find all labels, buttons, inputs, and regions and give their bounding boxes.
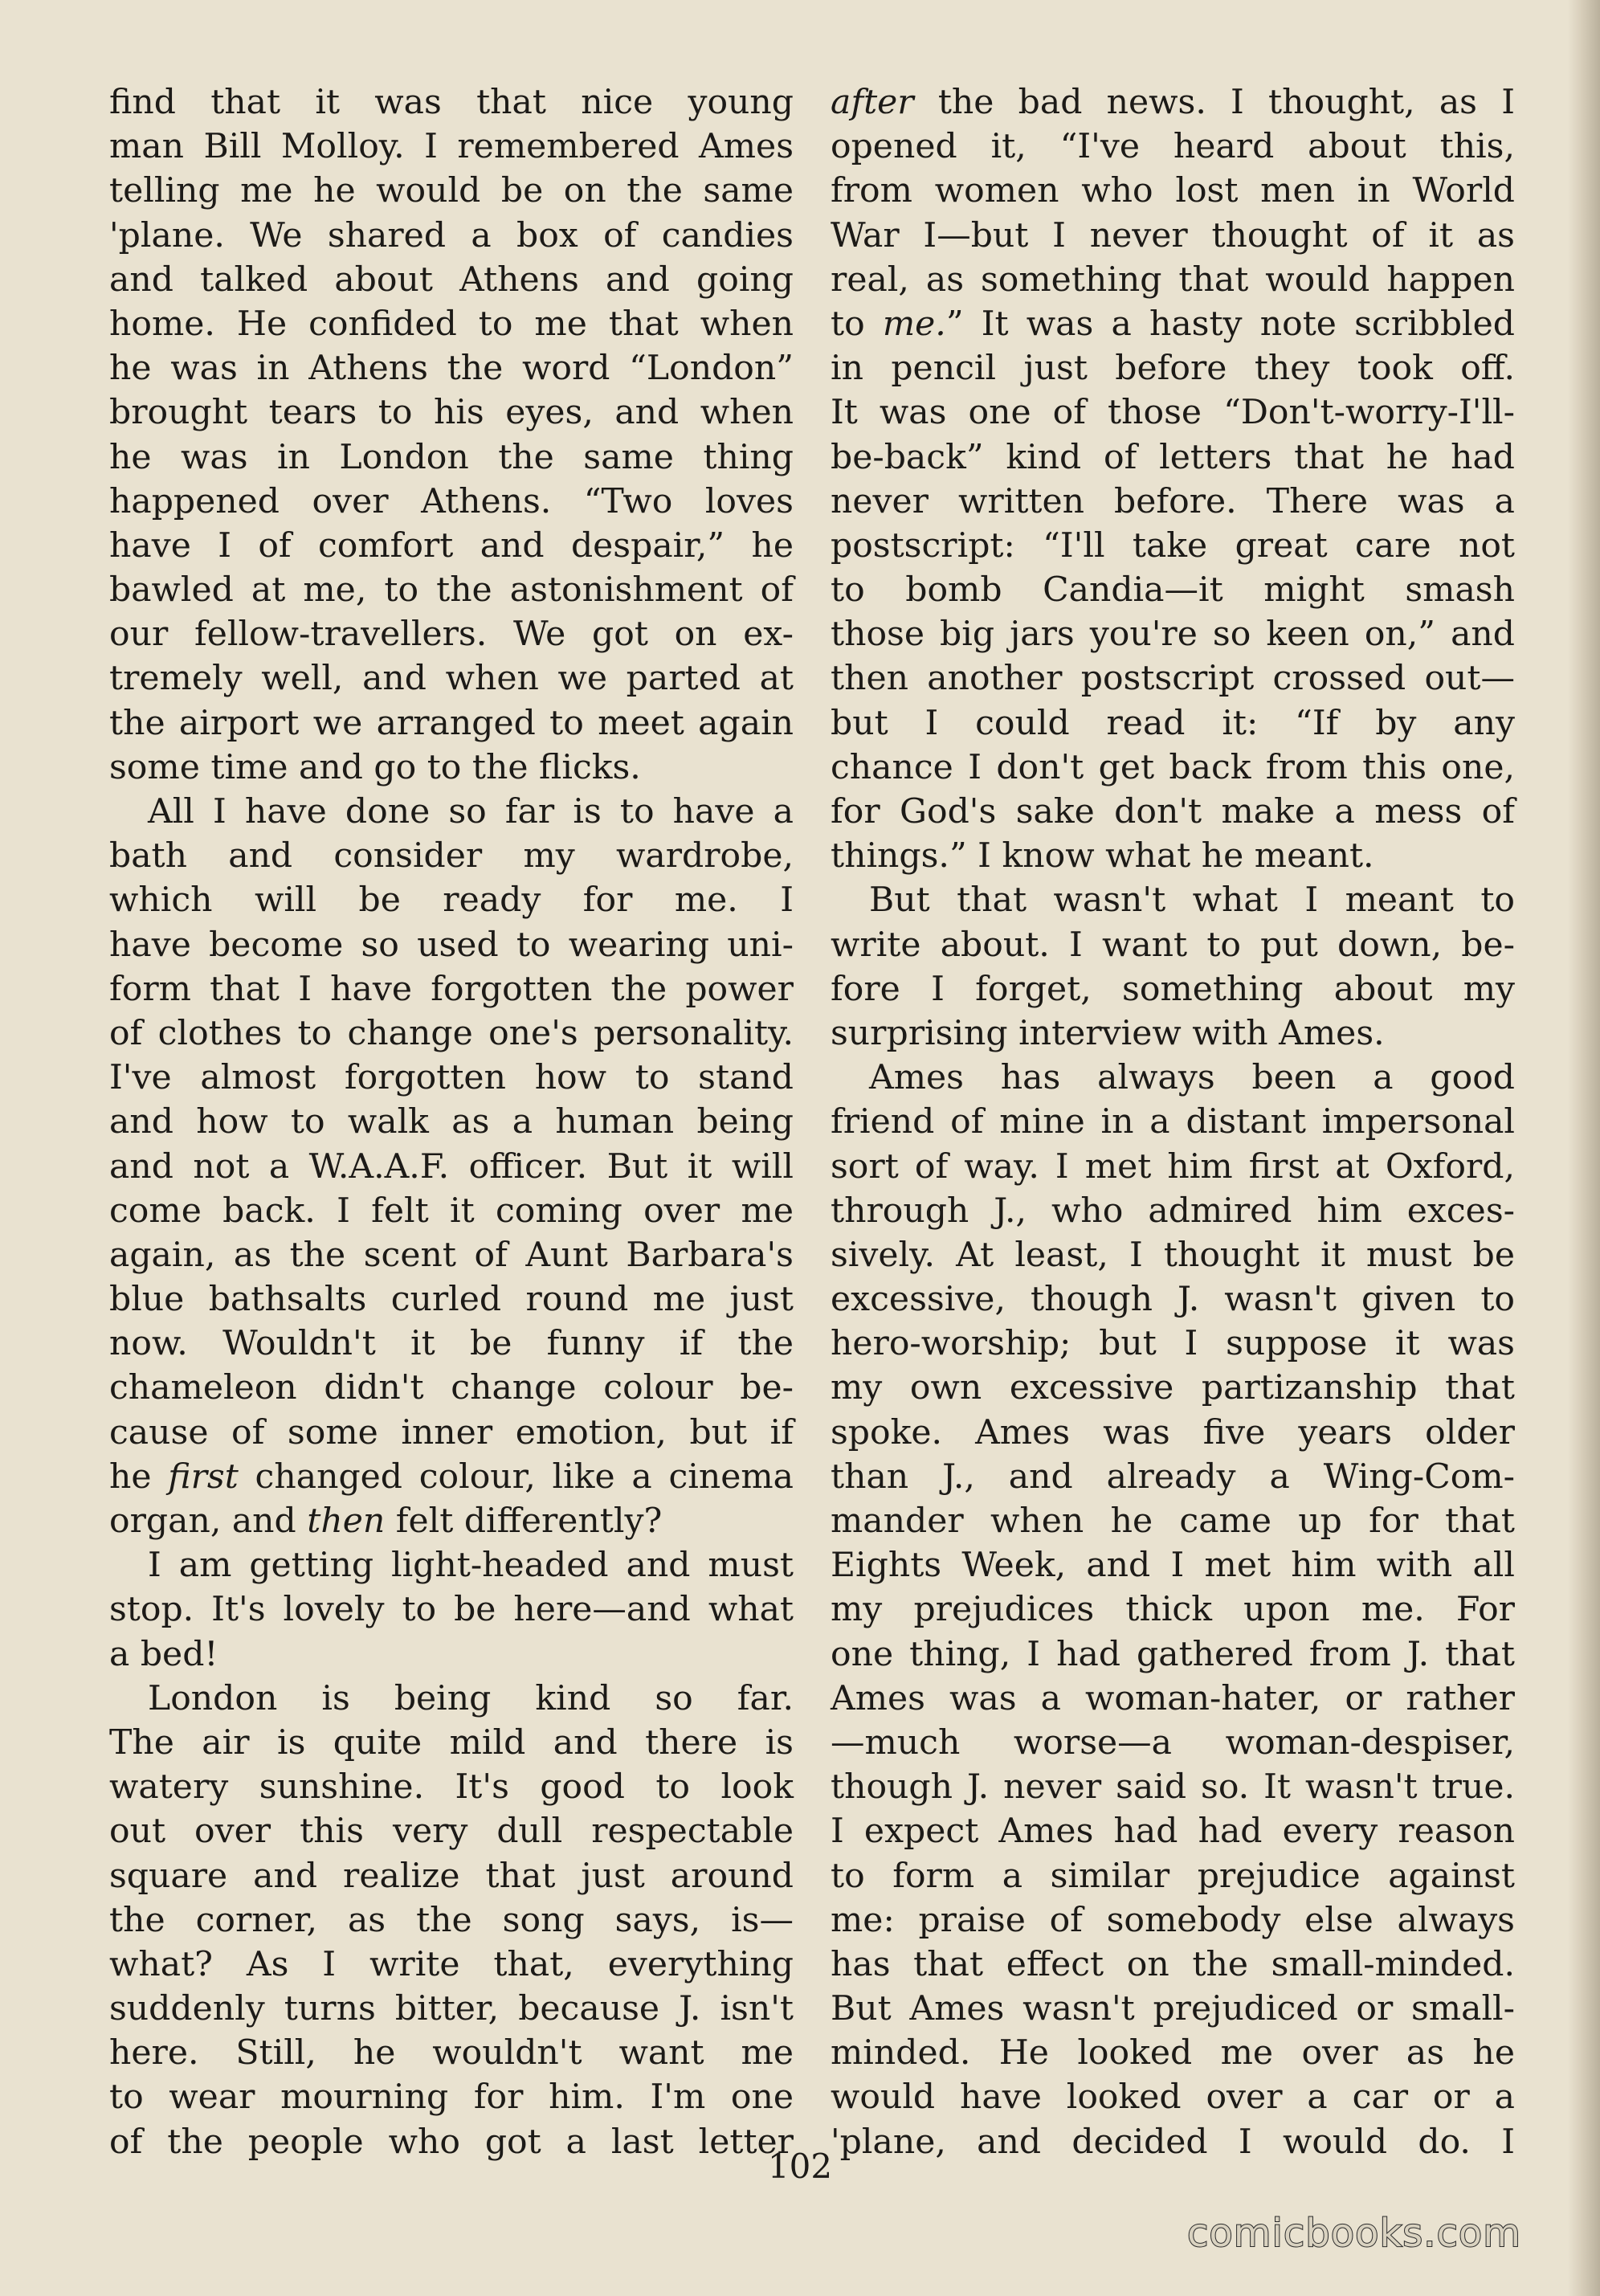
text-line: form that I have forgotten the power bbox=[109, 969, 794, 1009]
text-line: but I could read it: “If by any bbox=[831, 703, 1515, 743]
text-line: then another postscript crossed out— bbox=[831, 659, 1515, 699]
text-line: again, as the scent of Aunt Barbara's bbox=[109, 1235, 794, 1275]
text-line: have become so used to wearing uni- bbox=[109, 925, 794, 965]
text-line: I expect Ames had had every reason bbox=[831, 1812, 1515, 1852]
text-line: excessive, though J. wasn't given to bbox=[831, 1280, 1515, 1320]
text-line: which will be ready for me. I bbox=[109, 880, 794, 921]
text-line: to bomb Candia—it might smash bbox=[831, 570, 1515, 611]
text-line: write about. I want to put down, be- bbox=[831, 925, 1515, 965]
text-line: find that it was that nice young bbox=[109, 83, 794, 122]
text-line: brought tears to his eyes, and when bbox=[109, 393, 794, 433]
text-line: spoke. Ames was five years older bbox=[831, 1412, 1515, 1452]
text-line: bath and consider my wardrobe, bbox=[109, 836, 794, 876]
text-line: stop. It's lovely to be here—and what bbox=[109, 1590, 794, 1630]
text-line: and how to walk as a human being bbox=[109, 1102, 794, 1142]
text-line: postscript: “I'll take great care not bbox=[831, 525, 1515, 566]
text-line: surprising interview with Ames. bbox=[831, 1013, 1385, 1053]
text-line: of clothes to change one's personality. bbox=[109, 1013, 794, 1053]
text-line: suddenly turns bitter, because J. isn't bbox=[109, 1989, 794, 2029]
text-line: But that wasn't what I meant to bbox=[869, 880, 1515, 921]
text-line: what? As I write that, everything bbox=[109, 1944, 794, 1984]
text-line: the airport we arranged to meet again bbox=[109, 703, 794, 743]
text-line: mander when he came up for that bbox=[831, 1501, 1515, 1541]
text-line: and not a W.A.A.F. officer. But it will bbox=[109, 1146, 794, 1187]
text-line: tremely well, and when we parted at bbox=[109, 659, 794, 699]
text-line: Eights Week, and I met him with all bbox=[831, 1546, 1515, 1586]
text-line: he was in Athens the word “London” bbox=[109, 349, 794, 389]
text-line: home. He confided to me that when bbox=[109, 304, 794, 344]
text-line: War I—but I never thought of it as bbox=[831, 215, 1515, 255]
text-line: than J., and already a Wing-Com- bbox=[831, 1456, 1515, 1497]
text-line: hero-worship; but I suppose it was bbox=[831, 1324, 1515, 1364]
text-line: he was in London the same thing bbox=[109, 437, 794, 477]
text-line: I've almost forgotten how to stand bbox=[109, 1058, 794, 1098]
text-line: All I have done so far is to have a bbox=[148, 792, 794, 831]
text-line: 'plane, and decided I would do. I bbox=[831, 2122, 1515, 2162]
text-line: opened it, “I've heard about this, bbox=[831, 127, 1515, 167]
page-edge-shadow bbox=[1568, 0, 1600, 2296]
text-line: friend of mine in a distant impersonal bbox=[831, 1102, 1515, 1142]
text-line: from women who lost men in World bbox=[831, 171, 1515, 211]
text-line: to form a similar prejudice against bbox=[831, 1856, 1515, 1896]
text-line: man Bill Molloy. I remembered Ames bbox=[109, 127, 794, 167]
text-line: things.” I know what he meant. bbox=[831, 836, 1374, 876]
text-line: London is being kind so far. bbox=[148, 1678, 794, 1718]
page-number: 102 bbox=[767, 2147, 833, 2186]
text-line: organ, and then felt differently? bbox=[109, 1501, 663, 1541]
text-line: never written before. There was a bbox=[831, 481, 1515, 521]
text-line: after the bad news. I thought, as I bbox=[831, 83, 1515, 122]
text-line: a bed! bbox=[109, 1634, 218, 1674]
text-line: our fellow-travellers. We got on ex- bbox=[109, 615, 794, 655]
text-line: square and realize that just around bbox=[109, 1856, 794, 1896]
text-line: chameleon didn't change colour be- bbox=[109, 1368, 794, 1408]
text-line: happened over Athens. “Two loves bbox=[109, 481, 794, 521]
text-line: though J. never said so. It wasn't true. bbox=[831, 1767, 1515, 1808]
text-line: those big jars you're so keen on,” and bbox=[831, 615, 1515, 655]
text-line: to wear mourning for him. I'm one bbox=[109, 2077, 794, 2118]
text-line: telling me he would be on the same bbox=[109, 171, 794, 211]
text-line: he first changed colour, like a cinema bbox=[109, 1456, 794, 1497]
text-line: —much worse—a woman-despiser, bbox=[831, 1722, 1515, 1763]
text-line: minded. He looked me over as he bbox=[831, 2033, 1515, 2073]
text-line: real, as something that would happen bbox=[831, 259, 1515, 300]
text-line: have I of comfort and despair,” he bbox=[109, 525, 794, 566]
text-line: Ames has always been a good bbox=[869, 1058, 1515, 1098]
watermark-logo: comicbooks.com bbox=[1187, 2211, 1522, 2256]
text-line: and talked about Athens and going bbox=[109, 259, 794, 300]
text-line: chance I don't get back from this one, bbox=[831, 747, 1515, 787]
text-line: has that effect on the small-minded. bbox=[831, 1944, 1515, 1984]
text-line: me: praise of somebody else always bbox=[831, 1900, 1515, 1940]
text-line: out over this very dull respectable bbox=[109, 1812, 794, 1852]
text-line: come back. I felt it coming over me bbox=[109, 1191, 794, 1231]
text-line: fore I forget, something about my bbox=[831, 969, 1515, 1009]
text-line: here. Still, he wouldn't want me bbox=[109, 2033, 794, 2073]
text-line: the corner, as the song says, is— bbox=[109, 1900, 794, 1940]
text-line: The air is quite mild and there is bbox=[109, 1722, 794, 1763]
text-line: cause of some inner emotion, but if bbox=[109, 1412, 794, 1452]
text-line: some time and go to the flicks. bbox=[109, 747, 641, 787]
text-line: 'plane. We shared a box of candies bbox=[109, 215, 794, 255]
text-line: But Ames wasn't prejudiced or small- bbox=[831, 1989, 1515, 2029]
text-column-right bbox=[831, 80, 1515, 2164]
text-line: I am getting light-headed and must bbox=[148, 1546, 794, 1586]
text-line: now. Wouldn't it be funny if the bbox=[109, 1324, 794, 1364]
text-line: bawled at me, to the astonishment of bbox=[109, 570, 794, 611]
text-line: blue bathsalts curled round me just bbox=[109, 1280, 794, 1320]
text-line: of the people who got a last letter bbox=[109, 2122, 794, 2162]
text-line: to me.” It was a hasty note scribbled bbox=[831, 304, 1515, 344]
text-line: sively. At least, I thought it must be bbox=[831, 1235, 1515, 1275]
text-line: Ames was a woman-hater, or rather bbox=[831, 1678, 1515, 1718]
text-line: be-back” kind of letters that he had bbox=[831, 437, 1515, 477]
text-line: sort of way. I met him first at Oxford, bbox=[831, 1146, 1515, 1187]
text-line: It was one of those “Don't-worry-I'll- bbox=[831, 393, 1515, 433]
text-line: my own excessive partizanship that bbox=[831, 1368, 1515, 1408]
text-line: through J., who admired him exces- bbox=[831, 1191, 1515, 1231]
text-column-left bbox=[109, 80, 794, 2164]
text-line: one thing, I had gathered from J. that bbox=[831, 1634, 1515, 1674]
text-line: in pencil just before they took off. bbox=[831, 349, 1515, 389]
text-line: watery sunshine. It's good to look bbox=[109, 1767, 794, 1808]
text-line: my prejudices thick upon me. For bbox=[831, 1590, 1515, 1630]
text-line: for God's sake don't make a mess of bbox=[831, 792, 1515, 831]
text-line: would have looked over a car or a bbox=[831, 2077, 1515, 2118]
